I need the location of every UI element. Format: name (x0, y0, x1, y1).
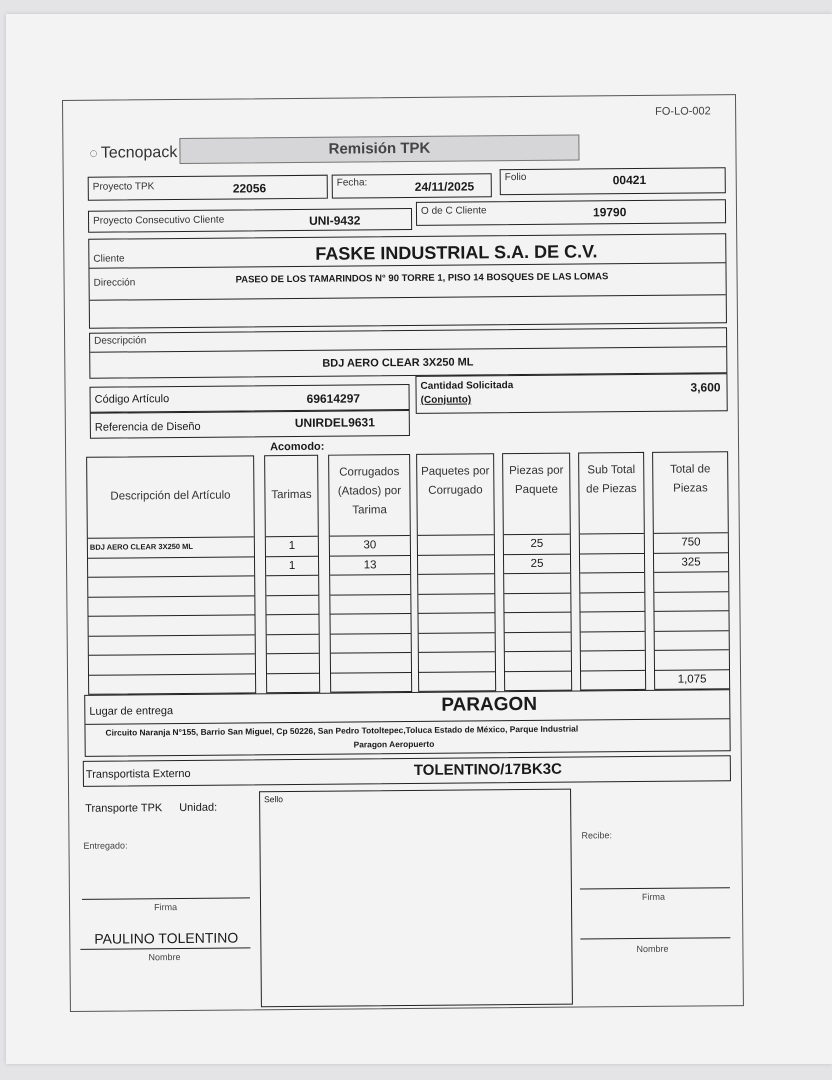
folio-box (500, 167, 726, 195)
table-header-subtotal: Sub Total de Piezas (586, 464, 637, 496)
table-cell (88, 556, 254, 576)
table-cell: 25 (504, 553, 570, 573)
table-cell (330, 593, 410, 613)
lugar-entrega-box (84, 689, 731, 757)
descripcion-value: BDJ AERO CLEAR 3X250 ML (322, 356, 474, 370)
form-title: Remisión TPK (179, 134, 579, 163)
entregado-firma-line (82, 897, 250, 899)
table-cell (88, 575, 254, 595)
acomodo-label: Acomodo: (269, 440, 325, 454)
table-cell (505, 670, 571, 690)
table-cell: 325 (654, 552, 728, 572)
fecha-value: 24/11/2025 (414, 179, 475, 194)
codigo-articulo-value: 69614297 (306, 391, 361, 406)
table-cell (504, 592, 570, 612)
table-cell (331, 652, 411, 672)
table-cell: 750 (654, 532, 728, 552)
proyecto-tpk-value: 22056 (232, 181, 267, 196)
table-cell (654, 571, 728, 591)
cliente-value: FASKE INDUSTRIAL S.A. DE C.V. (315, 241, 598, 264)
table-cell (504, 573, 570, 593)
table-cell (505, 631, 571, 651)
paper-sheet (6, 14, 832, 1064)
table-column-corrugados (328, 454, 412, 693)
table-cell (267, 653, 319, 672)
table-cell (581, 650, 645, 670)
table-header-descripcion: Descripción del Artículo (110, 489, 231, 503)
direccion-label: Dirección (93, 277, 136, 289)
table-cell (331, 671, 411, 691)
table-column-piezas (502, 453, 572, 692)
table-cell (505, 651, 571, 671)
transportista-value: TOLENTINO/17BK3C (413, 760, 563, 779)
company-logo (89, 144, 177, 163)
table-cell (418, 534, 494, 554)
codigo-articulo-box (90, 384, 410, 413)
oc-cliente-box (416, 199, 726, 226)
table-cell (655, 630, 729, 650)
table-cell (267, 672, 319, 691)
sello-box (259, 789, 573, 1008)
table-cell (331, 632, 411, 652)
table-cell (89, 614, 255, 634)
table-cell (267, 633, 319, 652)
table-cell (654, 610, 728, 630)
cantidad-solicitada-box (415, 373, 727, 414)
entregado-nombre-value: PAULINO TOLENTINO (94, 929, 239, 947)
folio-value: 00421 (612, 172, 647, 188)
direccion-divider (90, 294, 726, 301)
table-cell: 1 (266, 555, 318, 574)
entregado-firma-label: Firma (154, 902, 178, 913)
lugar-entrega-value: PARAGON (441, 693, 538, 716)
proyecto-tpk-label: Proyecto TPK (92, 181, 155, 193)
proyecto-tpk-box (88, 175, 328, 201)
table-column-descripcion (86, 455, 256, 694)
table-cell (580, 611, 644, 631)
descripcion-divider (90, 346, 726, 353)
table-cell (581, 669, 645, 689)
table-cell (504, 612, 570, 632)
table-cell (419, 651, 495, 671)
table-column-paquetes (416, 453, 496, 692)
lugar-entrega-label: Lugar de entrega (89, 705, 174, 718)
table-column-total (652, 451, 730, 690)
table-header-total: Total de Piezas (670, 463, 711, 495)
transporte-tpk-label: Transporte TPK (85, 802, 163, 815)
table-cell (580, 572, 644, 592)
cliente-label: Cliente (93, 253, 125, 265)
lugar-entrega-divider (85, 718, 729, 725)
direccion-value: PASEO DE LOS TAMARINDOS N° 90 TORRE 1, PISO 14 BOSQUES DE LAS LOMAS (235, 271, 609, 286)
table-header-tarimas: Tarimas (271, 488, 312, 502)
recibe-nombre-label: Nombre (636, 943, 669, 955)
descripcion-label: Descripción (94, 335, 147, 347)
entregado-nombre-label: Nombre (148, 951, 181, 963)
proyecto-consecutivo-box (88, 208, 412, 233)
recibe-label: Recibe: (581, 830, 612, 841)
table-cell: 1 (266, 536, 318, 555)
fecha-label: Fecha: (336, 177, 368, 189)
cantidad-solicitada-label: Cantidad Solicitada (420, 380, 514, 392)
table-cell: BDJ AERO CLEAR 3X250 ML (88, 536, 254, 556)
recibe-nombre-line (580, 937, 730, 939)
entregado-nombre-line (80, 947, 250, 949)
table-cell: 1,075 (655, 669, 729, 689)
table-cell (581, 630, 645, 650)
table-cell (266, 575, 318, 594)
table-cell: 13 (330, 554, 410, 574)
referencia-diseno-value: UNIRDEL9631 (294, 415, 375, 430)
folio-label: Folio (504, 171, 527, 184)
recibe-firma-line (580, 887, 730, 889)
descripcion-box (89, 327, 727, 379)
table-cell: 30 (330, 535, 410, 555)
table-cell (266, 614, 318, 633)
table-cell (89, 634, 255, 654)
cliente-direccion-box (88, 233, 727, 329)
table-cell (418, 612, 494, 632)
table-column-subtotal (578, 452, 646, 691)
sello-label: Sello (264, 794, 284, 805)
transporte-tpk-unidad-label: Unidad: (179, 801, 218, 815)
logo-text: Tecnopack (100, 143, 178, 162)
table-cell (330, 574, 410, 594)
table-column-tarimas (264, 455, 320, 693)
table-cell (418, 554, 494, 574)
table-cell (89, 673, 255, 693)
remision-form (62, 94, 744, 1012)
logo-icon: ◌ (89, 144, 98, 161)
table-header-piezas: Piezas por Paquete (509, 464, 564, 497)
table-cell (419, 671, 495, 691)
table-header-paquetes: Paquetes por Corrugado (420, 465, 490, 497)
table-cell (654, 591, 728, 611)
lugar-entrega-address-1: Circuito Naranja N°155, Barrio San Miguel, Cp 50226, San Pedro Totoltepec,Toluca Estado de México, Parque Industrial (105, 723, 579, 738)
table-cell (655, 649, 729, 669)
table-header-corrugados: Corrugados (Atados) por Tarima (337, 466, 402, 517)
transportista-box (83, 755, 731, 787)
oc-cliente-label: O de C Cliente (420, 205, 487, 217)
referencia-diseno-label: Referencia de Diseño (94, 420, 201, 434)
table-cell (418, 593, 494, 613)
table-cell (418, 573, 494, 593)
cantidad-solicitada-sublabel: (Conjunto) (420, 394, 472, 406)
codigo-articulo-label: Código Artículo (94, 393, 170, 406)
table-cell: 25 (504, 534, 570, 554)
table-cell (89, 653, 255, 673)
proyecto-consecutivo-value: UNI-9432 (309, 213, 361, 228)
proyecto-consecutivo-label: Proyecto Consecutivo Cliente (93, 214, 225, 227)
table-cell (580, 552, 644, 572)
form-code: FO-LO-002 (655, 105, 711, 118)
table-cell (580, 591, 644, 611)
lugar-entrega-address-2: Paragon Aeropuerto (353, 738, 435, 750)
table-cell (419, 632, 495, 652)
table-cell (88, 595, 254, 615)
table-cell (330, 613, 410, 633)
table-cell (266, 594, 318, 613)
recibe-firma-label: Firma (641, 891, 666, 902)
transportista-label: Transportista Externo (85, 767, 191, 781)
referencia-diseno-box (90, 410, 410, 439)
table-cell (580, 533, 644, 553)
entregado-label: Entregado: (83, 840, 128, 851)
cantidad-solicitada-value: 3,600 (690, 380, 721, 395)
fecha-box (332, 173, 492, 198)
oc-cliente-value: 19790 (592, 205, 627, 220)
